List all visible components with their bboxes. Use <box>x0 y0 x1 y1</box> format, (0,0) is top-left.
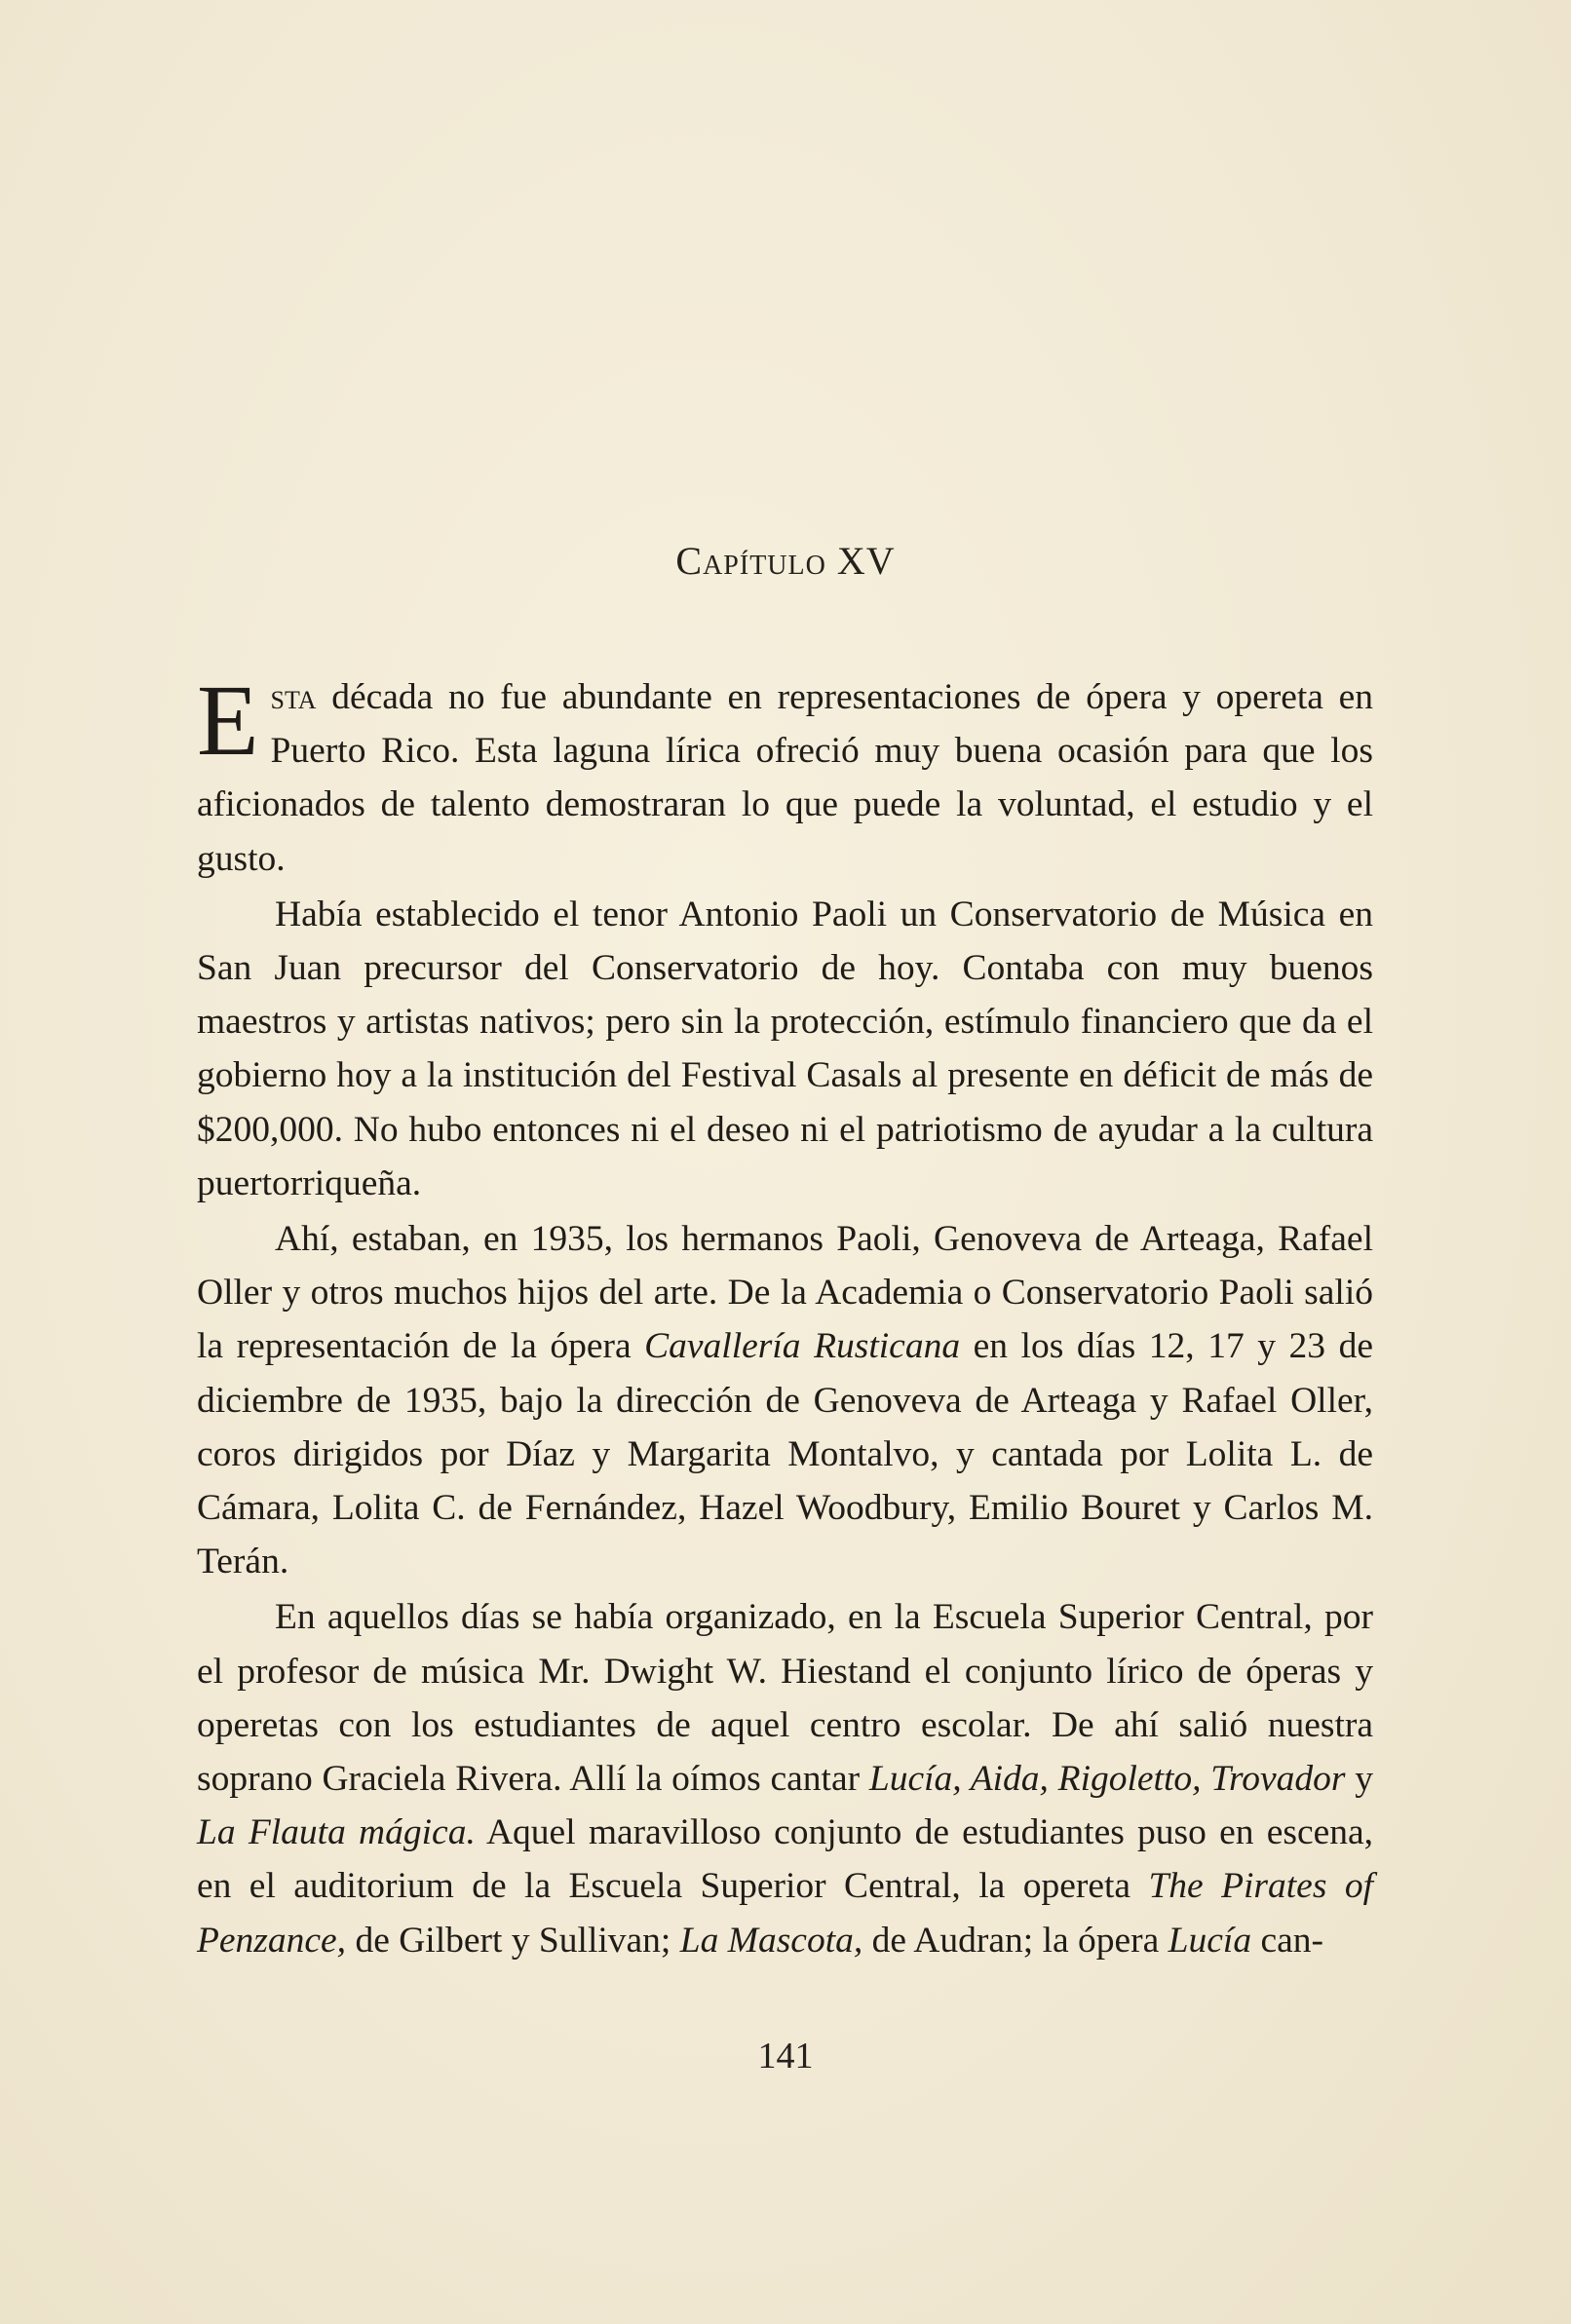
paragraph-1-text: década no fue abundante en representaciones de ópera y opereta en Puerto Rico. Esta laguna lírica ofreció muy buena ocasión para que los aficionados de talento demostraran lo que puede la voluntad, el estudio y el gusto. <box>197 677 1373 879</box>
paragraph-3 <box>197 1212 1373 1588</box>
paragraph-4-text-d: de Gilbert y Sullivan; <box>346 1920 680 1961</box>
opera-title-flauta: La Flauta mágica. <box>197 1812 476 1853</box>
paragraph-4-text-f: can- <box>1251 1920 1323 1961</box>
opera-title-lucia: Lucía <box>1168 1920 1252 1961</box>
paragraph-4-text-b: y <box>1345 1759 1373 1800</box>
paragraph-4-text-c: Aquel maravilloso conjunto de estudiantes puso en escena, en el auditorium de la Escuela Superior Central, la opereta <box>197 1812 1374 1907</box>
lead-in-small-caps: sta <box>270 677 317 717</box>
paragraph-4-text-e: de Audran; la ópera <box>862 1920 1169 1961</box>
paragraph-3-text-a: Ahí, estaban, en 1935, los hermanos Paoli, Genoveva de Arteaga, Rafael Oller y otros muchos hijos del arte. De la Academia o Conservatorio Paoli salió la representación de la ópera <box>197 1219 1373 1367</box>
body-text <box>197 665 1374 1967</box>
paragraph-1 <box>197 665 1373 886</box>
drop-cap: E <box>197 665 259 777</box>
chapter-title: Capítulo XV <box>675 539 896 583</box>
opera-title-mascota: La Mascota, <box>679 1920 863 1961</box>
paragraph-4-text-a: En aquellos días se había organizado, en la Escuela Superior Central, por el profesor de música Mr. Dwight W. Hiestand el conjunto lírico de óperas y operetas con los estudiantes de aquel centro escolar. De ahí salió nuestra soprano Graciela Rivera. Allí la oímos cantar <box>197 1597 1373 1800</box>
opera-title-cavalleria: Cavallería Rusticana <box>644 1326 961 1367</box>
paragraph-4 <box>197 1590 1373 1966</box>
opera-titles-list: Lucía, Aida, Rigoletto, Trovador <box>868 1759 1346 1800</box>
opera-title-pirates: The Pirates of Penzance, <box>197 1866 1373 1961</box>
paragraph-2: Había establecido el tenor Antonio Paoli un Conservatorio de Música en San Juan precursor del Conservatorio de hoy. Contaba con muy buenos maestros y artistas nativos; pero sin la protección, estímulo financiero que da el gobierno hoy a la institución del Festival Casals al presente en déficit de más de $200,000. No hubo entonces ni el deseo ni el patriotismo de ayudar a la cultura puertorriqueña. <box>197 894 1373 1203</box>
page-number: 141 <box>757 2036 814 2076</box>
paragraph-3-text-b: en los días 12, 17 y 23 de diciembre de 1935, bajo la dirección de Genoveva de Arteaga y Rafael Oller, coros dirigidos por Díaz y Margarita Montalvo, y cantada por Lolita L. de Cámara, Lolita C. de Fernández, Hazel Woodbury, Emilio Bouret y Carlos M. Terán. <box>197 1326 1373 1582</box>
